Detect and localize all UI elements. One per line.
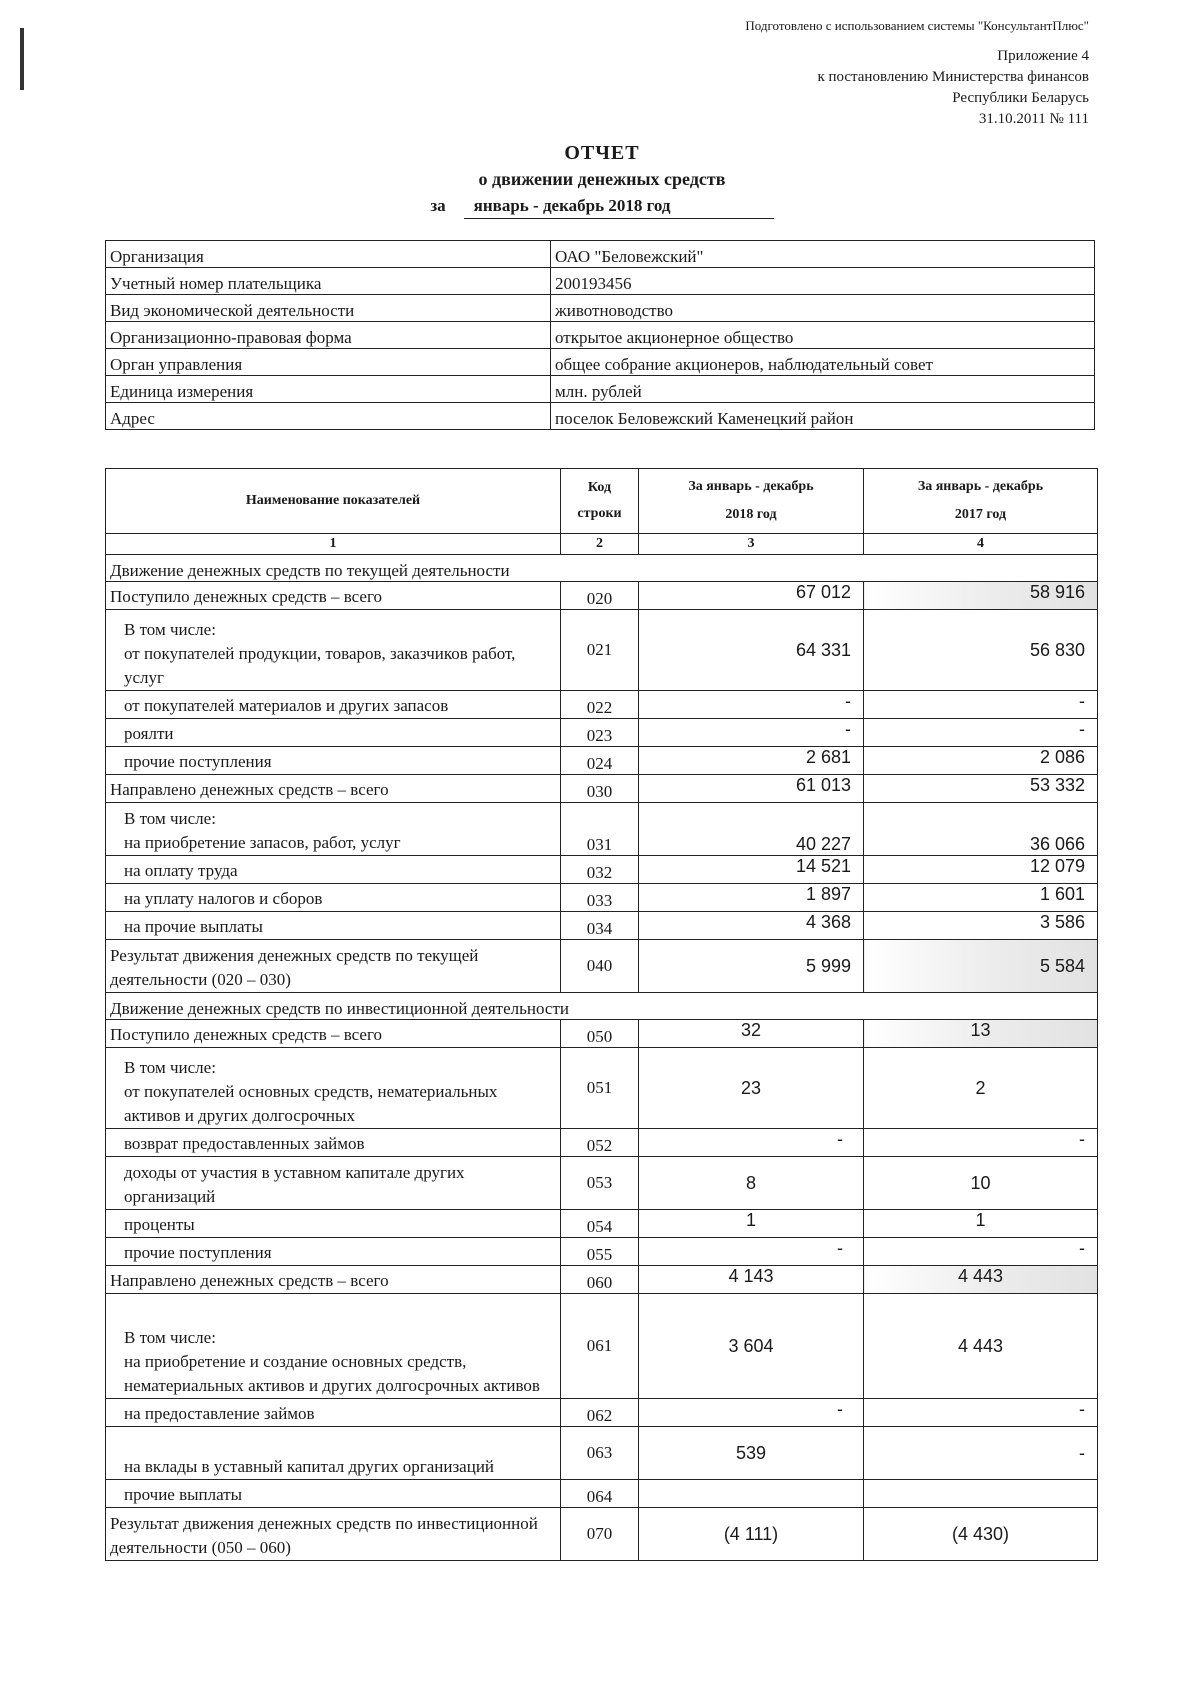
info-row — [106, 403, 1095, 430]
row-value-2017: - — [864, 691, 1098, 719]
column-number-row — [106, 534, 1098, 555]
col-header-2018 — [639, 469, 864, 534]
row-value-2017: 1 601 — [864, 884, 1098, 912]
table-row — [106, 1238, 1098, 1266]
row-value-2018: 1 897 — [639, 884, 864, 912]
col-header-name: Наименование показателей — [106, 469, 561, 534]
table-row — [106, 775, 1098, 803]
row-name: возврат предоставленных займов — [106, 1129, 561, 1157]
appendix-note — [817, 46, 1089, 130]
row-code: 032 — [561, 856, 639, 884]
row-prefix: В том числе: — [124, 1058, 216, 1077]
row-value-2018: 8 — [639, 1157, 864, 1210]
row-value-2017: 4 443 — [864, 1266, 1098, 1294]
row-code: 021 — [561, 610, 639, 691]
appendix-line: 31.10.2011 № 111 — [978, 111, 1089, 127]
row-name: проценты — [106, 1210, 561, 1238]
row-name: Результат движения денежных средств по инвестиционной деятельности (050 – 060) — [106, 1508, 561, 1561]
table-row — [106, 912, 1098, 940]
report-title: ОТЧЕТ — [564, 142, 640, 164]
row-code: 060 — [561, 1266, 639, 1294]
row-prefix: В том числе: — [124, 620, 216, 639]
info-value: общее собрание акционеров, наблюдательный совет — [551, 349, 1095, 376]
row-code: 063 — [561, 1427, 639, 1480]
row-value-2018: 64 331 — [639, 610, 864, 691]
row-value-2017: - — [864, 1129, 1098, 1157]
info-value: животноводство — [551, 295, 1095, 322]
row-name: Направлено денежных средств – всего — [106, 1266, 561, 1294]
row-name: Поступило денежных средств – всего — [106, 1020, 561, 1048]
info-row — [106, 295, 1095, 322]
row-value-2017: 5 584 — [864, 940, 1098, 993]
row-name: роялти — [106, 719, 561, 747]
table-row — [106, 1020, 1098, 1048]
info-value: открытое акционерное общество — [551, 322, 1095, 349]
row-value-2018: 23 — [639, 1048, 864, 1129]
row-name: от покупателей материалов и других запасов — [106, 691, 561, 719]
row-code: 023 — [561, 719, 639, 747]
column-number: 2 — [561, 534, 639, 555]
column-number: 3 — [639, 534, 864, 555]
row-code: 070 — [561, 1508, 639, 1561]
table-row — [106, 747, 1098, 775]
row-value-2017: 2 086 — [864, 747, 1098, 775]
section-title: Движение денежных средств по инвестиционной деятельности — [106, 993, 1098, 1020]
row-code: 054 — [561, 1210, 639, 1238]
table-row — [106, 1157, 1098, 1210]
row-value-2018: 2 681 — [639, 747, 864, 775]
table-header-row — [106, 469, 1098, 534]
row-value-2017: 12 079 — [864, 856, 1098, 884]
info-row — [106, 268, 1095, 295]
info-label: Организационно-правовая форма — [106, 322, 551, 349]
info-row — [106, 322, 1095, 349]
row-value-2018: 5 999 — [639, 940, 864, 993]
info-row — [106, 376, 1095, 403]
row-code: 055 — [561, 1238, 639, 1266]
table-row — [106, 884, 1098, 912]
column-number: 1 — [106, 534, 561, 555]
row-code: 052 — [561, 1129, 639, 1157]
row-name: Поступило денежных средств – всего — [106, 582, 561, 610]
period-value: январь - декабрь 2018 год — [464, 196, 774, 219]
row-value-2017: 36 066 — [864, 803, 1098, 856]
row-name: на прочие выплаты — [106, 912, 561, 940]
row-value-2017: - — [864, 1427, 1098, 1480]
period-prefix: за — [430, 196, 446, 215]
table-row — [106, 1210, 1098, 1238]
section-row — [106, 555, 1098, 582]
row-name: доходы от участия в уставном капитале других организаций — [106, 1157, 561, 1210]
row-name: прочие выплаты — [106, 1480, 561, 1508]
row-value-2018: - — [639, 1399, 864, 1427]
row-name: на оплату труда — [106, 856, 561, 884]
table-row — [106, 1427, 1098, 1480]
row-name: Результат движения денежных средств по текущей деятельности (020 – 030) — [106, 940, 561, 993]
row-value-2018: - — [639, 719, 864, 747]
report-heading — [0, 142, 1204, 219]
row-value-2017: - — [864, 1238, 1098, 1266]
row-label: на приобретение запасов, работ, услуг — [124, 833, 401, 852]
info-label: Орган управления — [106, 349, 551, 376]
row-prefix: В том числе: — [124, 1328, 216, 1347]
appendix-line: к постановлению Министерства финансов — [817, 69, 1089, 85]
row-value-2018 — [639, 1480, 864, 1508]
row-code: 024 — [561, 747, 639, 775]
table-row — [106, 1266, 1098, 1294]
table-row — [106, 803, 1098, 856]
table-row — [106, 610, 1098, 691]
col-header-2018-line1: За январь - декабрь — [688, 479, 814, 494]
row-value-2017: 2 — [864, 1048, 1098, 1129]
col-header-2017-line2: 2017 год — [954, 507, 1007, 522]
row-code: 022 — [561, 691, 639, 719]
row-name — [106, 610, 561, 691]
table-row — [106, 719, 1098, 747]
row-value-2018: 40 227 — [639, 803, 864, 856]
section-row — [106, 993, 1098, 1020]
row-code: 020 — [561, 582, 639, 610]
table-row — [106, 1399, 1098, 1427]
info-label: Единица измерения — [106, 376, 551, 403]
row-value-2017: 58 916 — [864, 582, 1098, 610]
row-value-2018: 4 143 — [639, 1266, 864, 1294]
row-value-2017: 56 830 — [864, 610, 1098, 691]
row-name: на вклады в уставный капитал других организаций — [106, 1427, 561, 1480]
table-row — [106, 940, 1098, 993]
row-name: Направлено денежных средств – всего — [106, 775, 561, 803]
row-value-2017: - — [864, 1399, 1098, 1427]
info-row — [106, 349, 1095, 376]
appendix-line: Приложение 4 — [997, 48, 1089, 64]
column-number: 4 — [864, 534, 1098, 555]
row-code: 050 — [561, 1020, 639, 1048]
table-row — [106, 691, 1098, 719]
prepared-note: Подготовлено с использованием системы "КонсультантПлюс" — [745, 18, 1089, 33]
row-value-2018: 61 013 — [639, 775, 864, 803]
table-row — [106, 1129, 1098, 1157]
row-label: на приобретение и создание основных средств, нематериальных активов и других долгосрочных активов — [124, 1352, 540, 1395]
row-code: 062 — [561, 1399, 639, 1427]
info-value: ОАО "Беловежский" — [551, 241, 1095, 268]
row-code: 034 — [561, 912, 639, 940]
cash-flow-table — [105, 468, 1098, 1561]
row-code: 033 — [561, 884, 639, 912]
report-period — [0, 196, 1204, 219]
row-prefix: В том числе: — [124, 809, 216, 828]
table-row — [106, 1048, 1098, 1129]
row-code: 053 — [561, 1157, 639, 1210]
row-value-2018: (4 111) — [639, 1508, 864, 1561]
row-code: 040 — [561, 940, 639, 993]
info-label: Адрес — [106, 403, 551, 430]
row-value-2017: (4 430) — [864, 1508, 1098, 1561]
table-row — [106, 582, 1098, 610]
info-value: поселок Беловежский Каменецкий район — [551, 403, 1095, 430]
row-value-2017: 3 586 — [864, 912, 1098, 940]
row-name: на уплату налогов и сборов — [106, 884, 561, 912]
row-value-2017 — [864, 1480, 1098, 1508]
col-header-2017-line1: За январь - декабрь — [917, 479, 1044, 494]
row-label: от покупателей продукции, товаров, заказчиков работ, услуг — [124, 644, 516, 687]
row-value-2018: 4 368 — [639, 912, 864, 940]
row-code: 031 — [561, 803, 639, 856]
row-value-2018: 3 604 — [639, 1294, 864, 1399]
row-value-2018: - — [639, 1129, 864, 1157]
row-name: на предоставление займов — [106, 1399, 561, 1427]
row-name: прочие поступления — [106, 747, 561, 775]
info-label: Вид экономической деятельности — [106, 295, 551, 322]
report-subtitle: о движении денежных средств — [478, 169, 726, 189]
info-value: 200193456 — [551, 268, 1095, 295]
row-code: 030 — [561, 775, 639, 803]
row-value-2018: - — [639, 1238, 864, 1266]
row-value-2017: 13 — [864, 1020, 1098, 1048]
organization-info-table — [105, 240, 1095, 430]
info-label: Организация — [106, 241, 551, 268]
row-label: от покупателей основных средств, нематериальных активов и других долгосрочных — [124, 1082, 498, 1125]
row-value-2018: 1 — [639, 1210, 864, 1238]
row-value-2017: 4 443 — [864, 1294, 1098, 1399]
row-name — [106, 1294, 561, 1399]
info-value: млн. рублей — [551, 376, 1095, 403]
row-name — [106, 1048, 561, 1129]
row-value-2018: 67 012 — [639, 582, 864, 610]
col-header-2017 — [864, 469, 1098, 534]
row-value-2017: 53 332 — [864, 775, 1098, 803]
section-title: Движение денежных средств по текущей деятельности — [106, 555, 1098, 582]
info-row — [106, 241, 1095, 268]
row-code: 051 — [561, 1048, 639, 1129]
row-value-2018: 539 — [639, 1427, 864, 1480]
row-name — [106, 803, 561, 856]
row-value-2017: 1 — [864, 1210, 1098, 1238]
appendix-line: Республики Беларусь — [952, 90, 1089, 106]
row-value-2017: 10 — [864, 1157, 1098, 1210]
row-value-2017: - — [864, 719, 1098, 747]
col-header-code: Код строки — [561, 469, 639, 534]
table-row — [106, 856, 1098, 884]
table-row — [106, 1294, 1098, 1399]
row-code: 064 — [561, 1480, 639, 1508]
row-value-2018: 14 521 — [639, 856, 864, 884]
row-code: 061 — [561, 1294, 639, 1399]
table-row — [106, 1508, 1098, 1561]
table-row — [106, 1480, 1098, 1508]
row-name: прочие поступления — [106, 1238, 561, 1266]
row-value-2018: 32 — [639, 1020, 864, 1048]
col-header-2018-line2: 2018 год — [725, 507, 777, 522]
row-value-2018: - — [639, 691, 864, 719]
info-label: Учетный номер плательщика — [106, 268, 551, 295]
scan-mark — [20, 28, 24, 90]
